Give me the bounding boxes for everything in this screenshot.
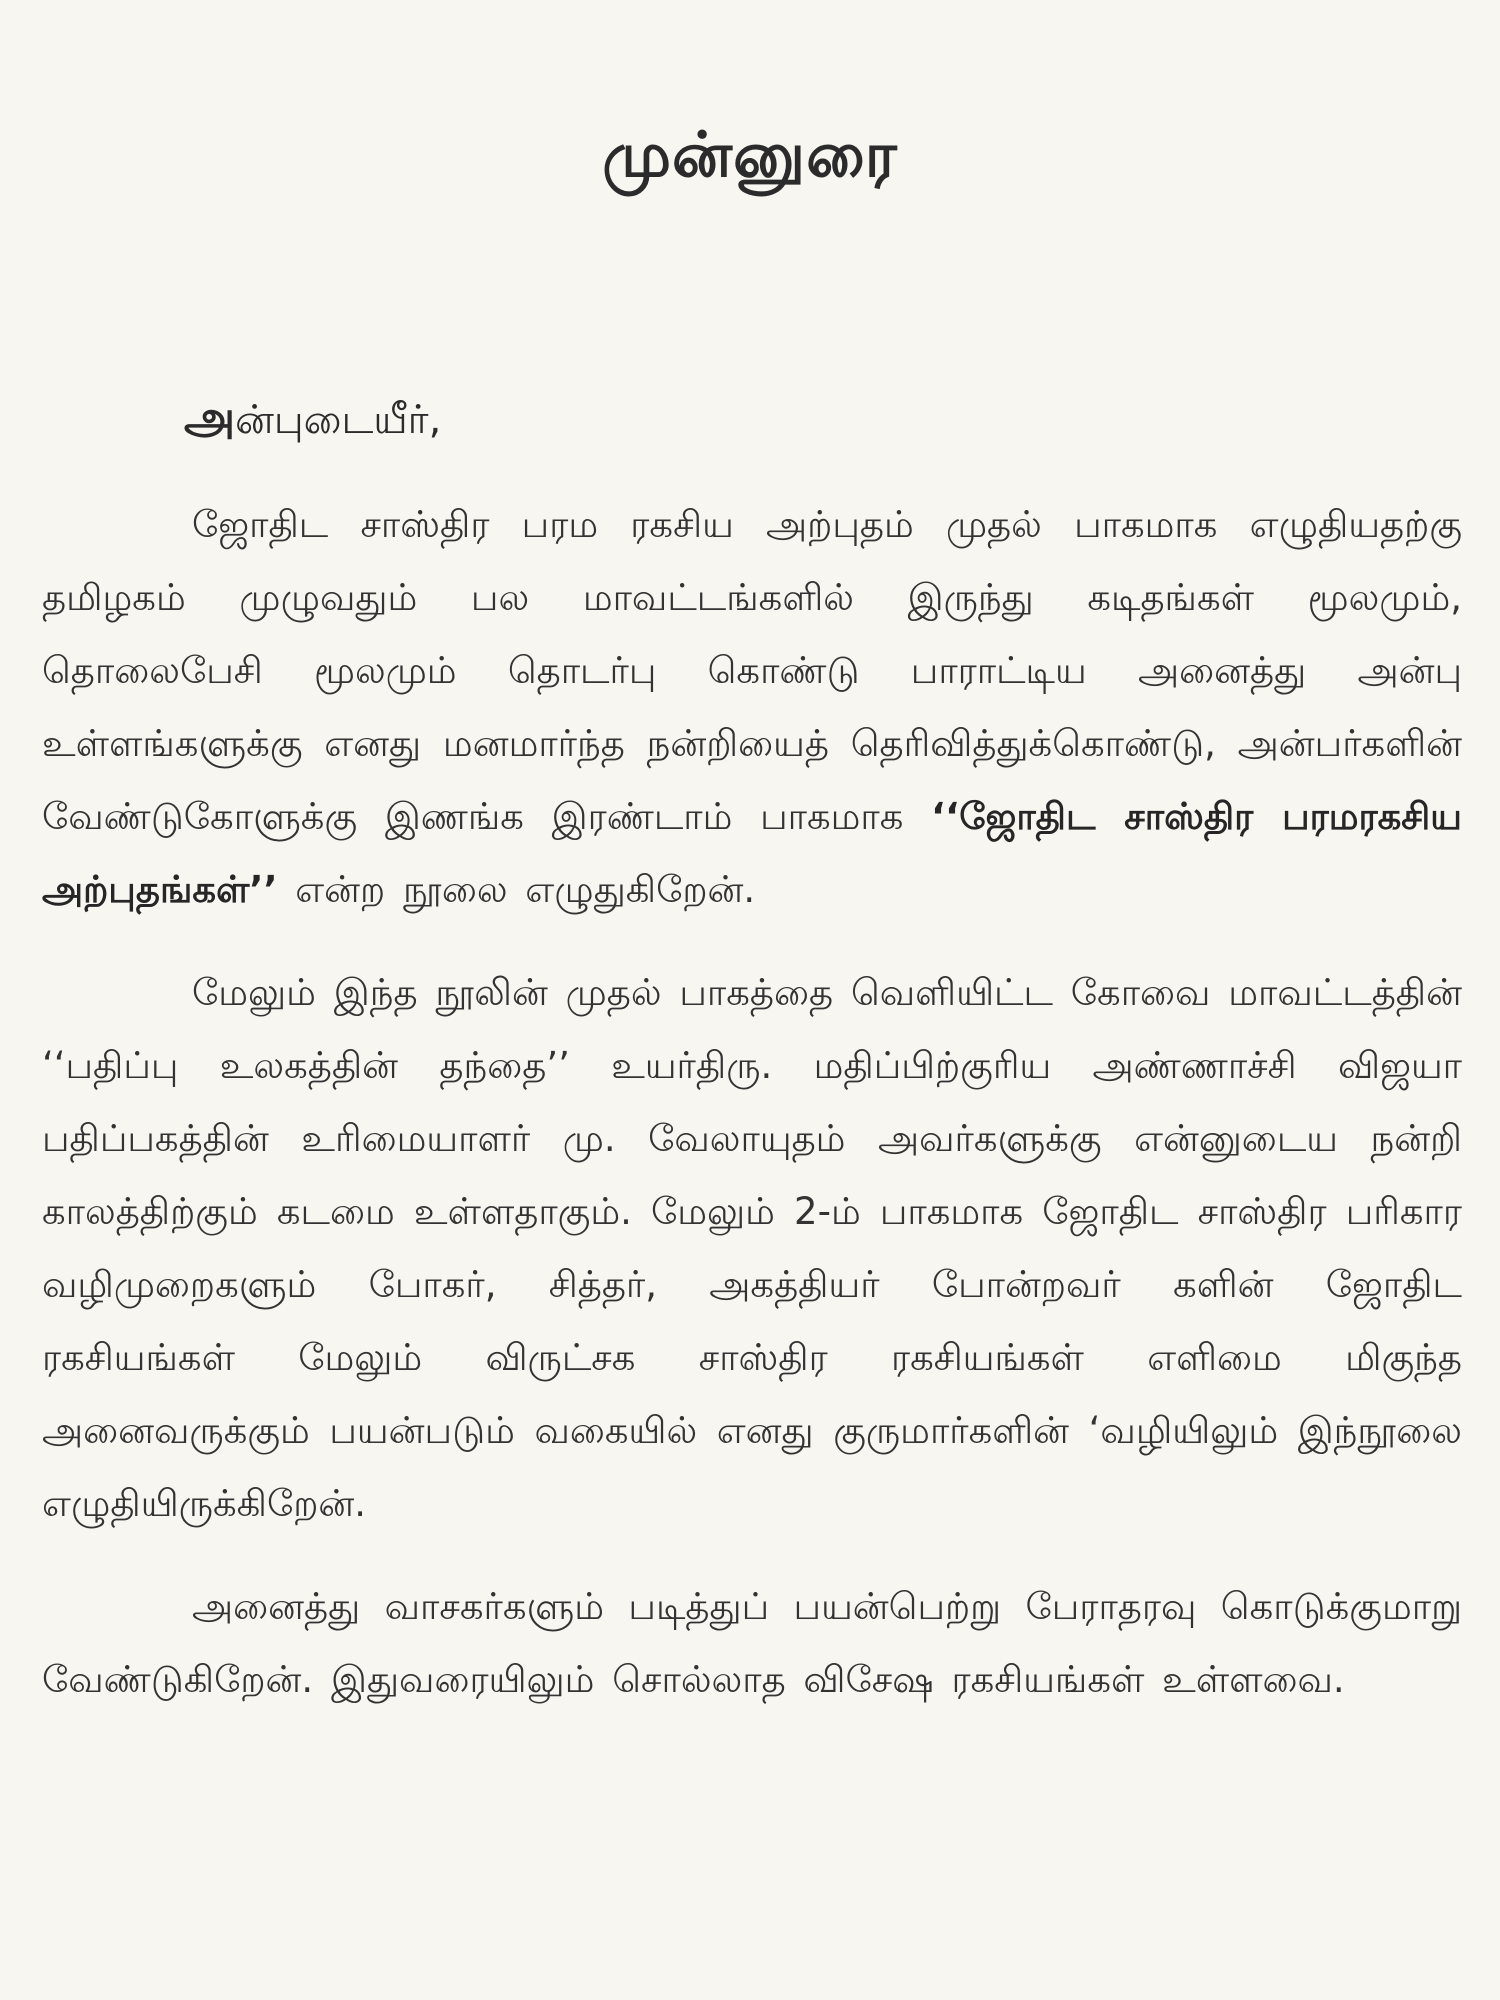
- paragraph-1-text-a: ஜோதிட சாஸ்திர பரம ரகசிய அற்புதம் முதல் பாகமாக எழுதியதற்கு தமிழகம் முழுவதும் பல மாவட்டங்களில் இருந்து கடிதங்கள் மூலமும், தொலைபேசி மூலமும் தொடர்பு கொண்டு பாராட்டிய அனைத்து அன்பு உள்ளங்களுக்கு எனது மனமார்ந்த நன்றியைத் தெரிவித்துக்கொண்டு, அன்பர்களின் வேண்டுகோளுக்கு இணங்க இரண்டாம் பாகமாக: [42, 503, 1462, 838]
- salutation-rest: ன்புடையீர்,: [235, 397, 442, 443]
- paragraph-gap: [42, 1540, 1462, 1570]
- paragraph-1-text-b: என்ற நூலை எழுதுகிறேன்.: [277, 868, 756, 911]
- salutation-initial: அ: [184, 390, 236, 444]
- paragraph-2: மேலும் இந்த நூலின் முதல் பாகத்தை வெளியிட்ட கோவை மாவட்டத்தின் ‘‘பதிப்பு உலகத்தின் தந்தை’’ உயர்திரு. மதிப்பிற்குரிய அண்ணாச்சி விஜயா பதிப்பகத்தின் உரிமையாளர் மு. வேலாயுதம் அவர்களுக்கு என்னுடைய நன்றி காலத்திற்கும் கடமை உள்ளதாகும். மேலும் 2-ம் பாகமாக ஜோதிட சாஸ்திர பரிகார வழிமுறைகளும் போகர், சித்தர், அகத்தியர் போன்றவர் களின் ஜோதிட ரகசியங்கள் மேலும் விருட்சக சாஸ்திர ரகசியங்கள் எளிமை மிகுந்த அனைவருக்கும் பயன்படும் வகையில் எனது குருமார்களின் ‘வழியிலும் இந்நூலை எழுதியிருக்கிறேன்.: [42, 971, 1462, 1525]
- paragraph-gap: [42, 926, 1462, 956]
- salutation: [42, 385, 1462, 452]
- body-text: [42, 385, 1462, 1716]
- paragraph-1: [42, 488, 1462, 926]
- paragraph-3: அனைத்து வாசகர்களும் படித்துப் பயன்பெற்று பேராதரவு கொடுக்குமாறு வேண்டுகிறேன். இதுவரையிலும் சொல்லாத விசேஷ ரகசியங்கள் உள்ளவை.: [42, 1585, 1462, 1701]
- paragraph-1-book-title: ‘‘ஜோதிட சாஸ்திர பரமரகசிய அற்புதங்கள்’’: [42, 795, 1462, 911]
- page-title: முன்னுரை: [602, 118, 898, 191]
